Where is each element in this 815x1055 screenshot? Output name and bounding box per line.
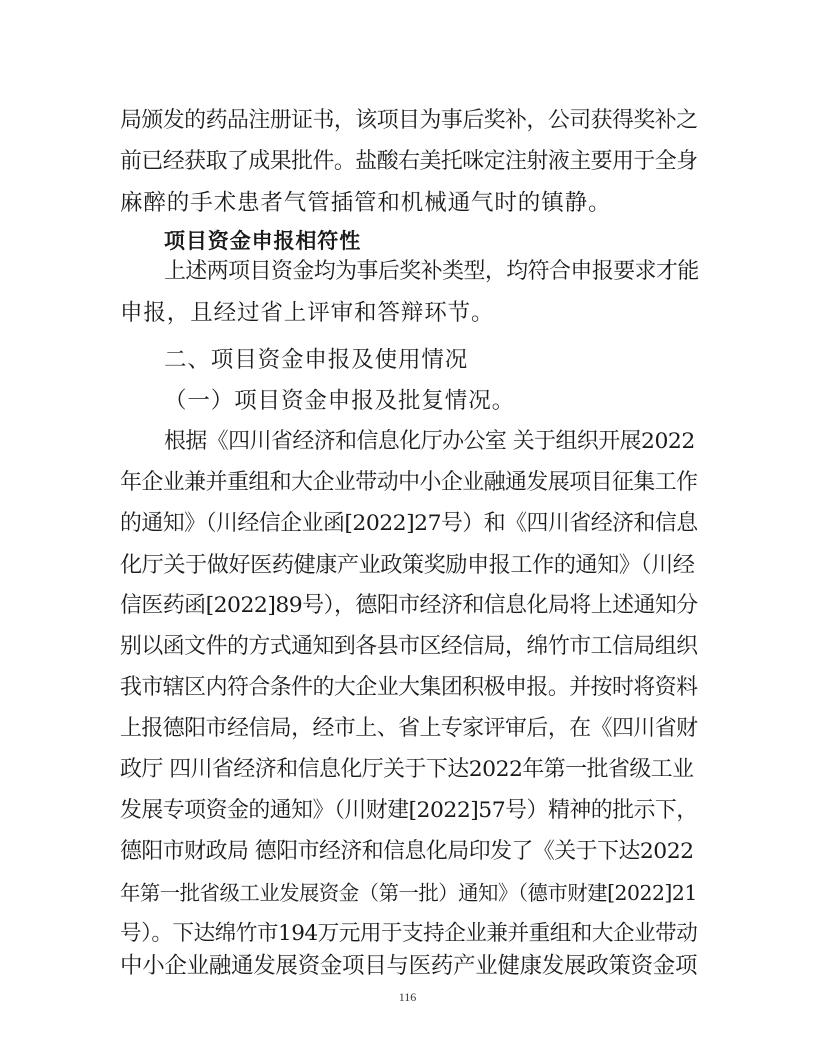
body-text-line: 根据《四川省经济和信息化厅办公室 关于组织开展2022 — [164, 429, 695, 454]
page-number: 116 — [398, 990, 417, 1004]
body-text-line: 年第一批省级工业发展资金（第一批）通知》（德市财建[2022]21 — [120, 881, 697, 905]
body-text-line: 号）。下达绵竹市194万元用于支持企业兼并重组和大企业带动 — [120, 921, 698, 946]
body-text-line: 德阳市财政局 德阳市经济和信息化局印发了《关于下达2022 — [120, 839, 694, 864]
body-text-line: 中小企业融通发展资金项目与医药产业健康发展政策资金项 — [120, 953, 698, 979]
body-text-line: 年企业兼并重组和大企业带动中小企业融通发展项目征集工作 — [120, 470, 698, 495]
body-text-line: 的通知》（川经信企业函[2022]27号）和《四川省经济和信息 — [120, 511, 698, 536]
body-text-line: 政厅 四川省经济和信息化厅关于下达2022年第一批省级工业 — [120, 757, 694, 782]
body-text-line: 信医药函[2022]89号），德阳市经济和信息化局将上述通知分 — [120, 593, 698, 618]
body-text-line: 申报，且经过省上评审和答辩环节。 — [120, 300, 495, 326]
section-heading: 二、项目资金申报及使用情况 — [164, 347, 469, 373]
subsection-heading: （一）项目资金申报及批复情况。 — [164, 388, 516, 414]
body-text-line: 我市辖区内符合条件的大企业大集团积极申报。并按时将资料 — [120, 675, 698, 700]
body-text-line: 麻醉的手术患者气管插管和机械通气时的镇静。 — [120, 190, 612, 216]
section-heading: 项目资金申报相符性 — [164, 229, 362, 253]
body-text-line: 化厅关于做好医药健康产业政策奖励申报工作的通知》（川经 — [120, 552, 695, 578]
body-text-line: 上述两项目资金均为事后奖补类型，均符合申报要求才能 — [164, 259, 699, 284]
body-text-line: 上报德阳市经信局，经市上、省上专家评审后，在《四川省财 — [120, 716, 698, 741]
body-text-line: 别以函文件的方式通知到各县市区经信局，绵竹市工信局组织 — [120, 634, 698, 659]
body-text-line: 发展专项资金的通知》（川财建[2022]57号）精神的批示下， — [120, 798, 698, 823]
body-text-line: 局颁发的药品注册证书，该项目为事后奖补，公司获得奖补之 — [120, 108, 698, 133]
body-text-line: 前已经获取了成果批件。盐酸右美托咪定注射液主要用于全身 — [120, 149, 698, 174]
